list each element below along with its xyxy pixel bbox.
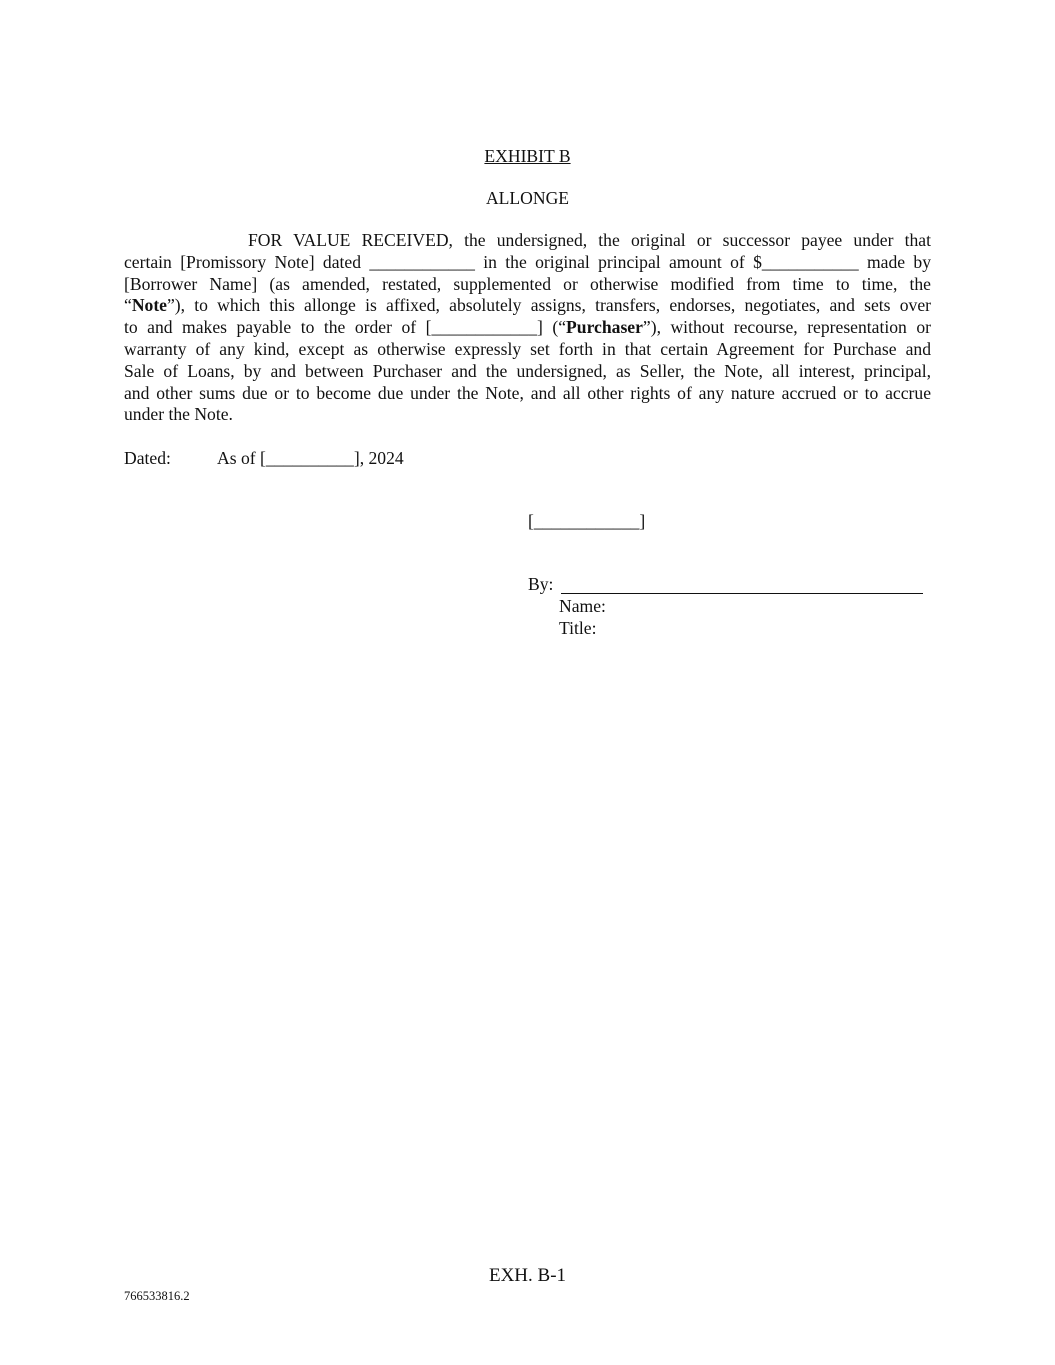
paragraph-line: and other sums due or to become due under the Note, and all other rights of any nature accrued or to accrue — [124, 382, 931, 403]
text: ”), to which this allonge is affixed, absolutely assigns, transfers, endorses, negotiates, and sets over — [166, 295, 931, 316]
text: ”), without recourse, representation or — [642, 317, 931, 338]
text: “ — [124, 295, 132, 316]
paragraph-line: certain [Promissory Note] dated ____________ in the original principal amount of $___________ made by — [124, 251, 931, 272]
exhibit-title: EXHIBIT B — [484, 146, 571, 166]
paragraph-line — [124, 317, 931, 339]
document-title: ALLONGE — [485, 188, 570, 208]
signatory-party: [____________] — [528, 511, 646, 531]
paragraph-line: [Borrower Name] (as amended, restated, supplemented or otherwise modified from time to time, the — [124, 273, 931, 294]
defined-term-purchaser: Purchaser — [566, 317, 643, 338]
dated-label: Dated: — [124, 448, 171, 468]
document-id: 766533816.2 — [124, 1289, 190, 1303]
by-label: By: — [528, 574, 554, 594]
defined-term-note: Note — [131, 295, 167, 316]
paragraph-line — [124, 295, 931, 317]
paragraph-line: FOR VALUE RECEIVED, the undersigned, the original or successor payee under that — [248, 230, 931, 250]
text: to and makes payable to the order of [____________] (“ — [124, 317, 567, 338]
allonge-paragraph — [124, 230, 931, 426]
paragraph-line: Sale of Loans, by and between Purchaser and the undersigned, as Seller, the Note, all interest, principal, — [124, 360, 931, 381]
paragraph-line: warranty of any kind, except as otherwise expressly set forth in that certain Agreement for Purchase and — [124, 338, 931, 359]
signature-line — [561, 593, 923, 594]
title-label: Title: — [559, 618, 597, 638]
name-label: Name: — [559, 596, 606, 616]
dated-value: As of [__________], 2024 — [217, 448, 404, 468]
paragraph-line: under the Note. — [124, 404, 233, 425]
page-label: EXH. B-1 — [488, 1265, 567, 1286]
